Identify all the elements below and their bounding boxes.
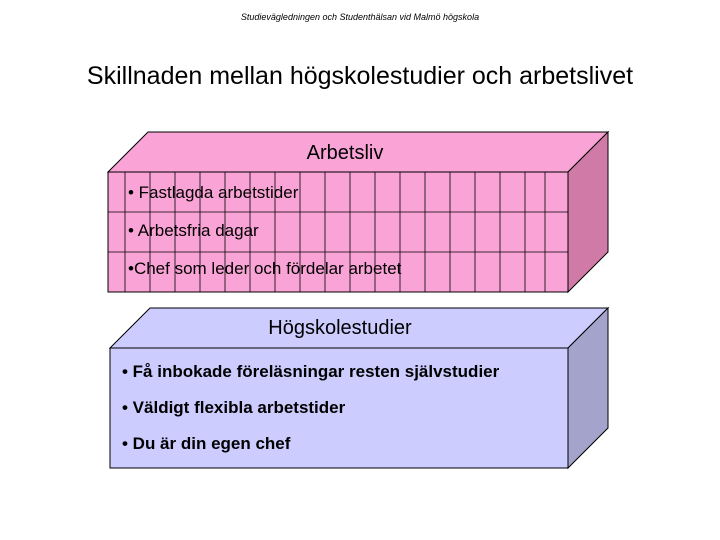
work-box-title: Arbetsliv (306, 142, 384, 164)
slide-title: Skillnaden mellan högskolestudier och arbetslivet (86, 62, 634, 90)
work-item-1: • Fastlagda arbetstider (128, 183, 299, 202)
study-item-3: • Du är din egen chef (122, 434, 291, 453)
header-caption: Studievägledningen och Studenthälsan vid Malmö högskola (240, 12, 480, 22)
study-item-1: • Få inbokade föreläsningar resten självstudier (122, 362, 500, 381)
study-box-title: Högskolestudier (268, 317, 412, 339)
study-item-2: • Väldigt flexibla arbetstider (122, 398, 346, 417)
work-item-2: • Arbetsfria dagar (128, 221, 259, 240)
work-item-3: •Chef som leder och fördelar arbetet (128, 259, 402, 278)
